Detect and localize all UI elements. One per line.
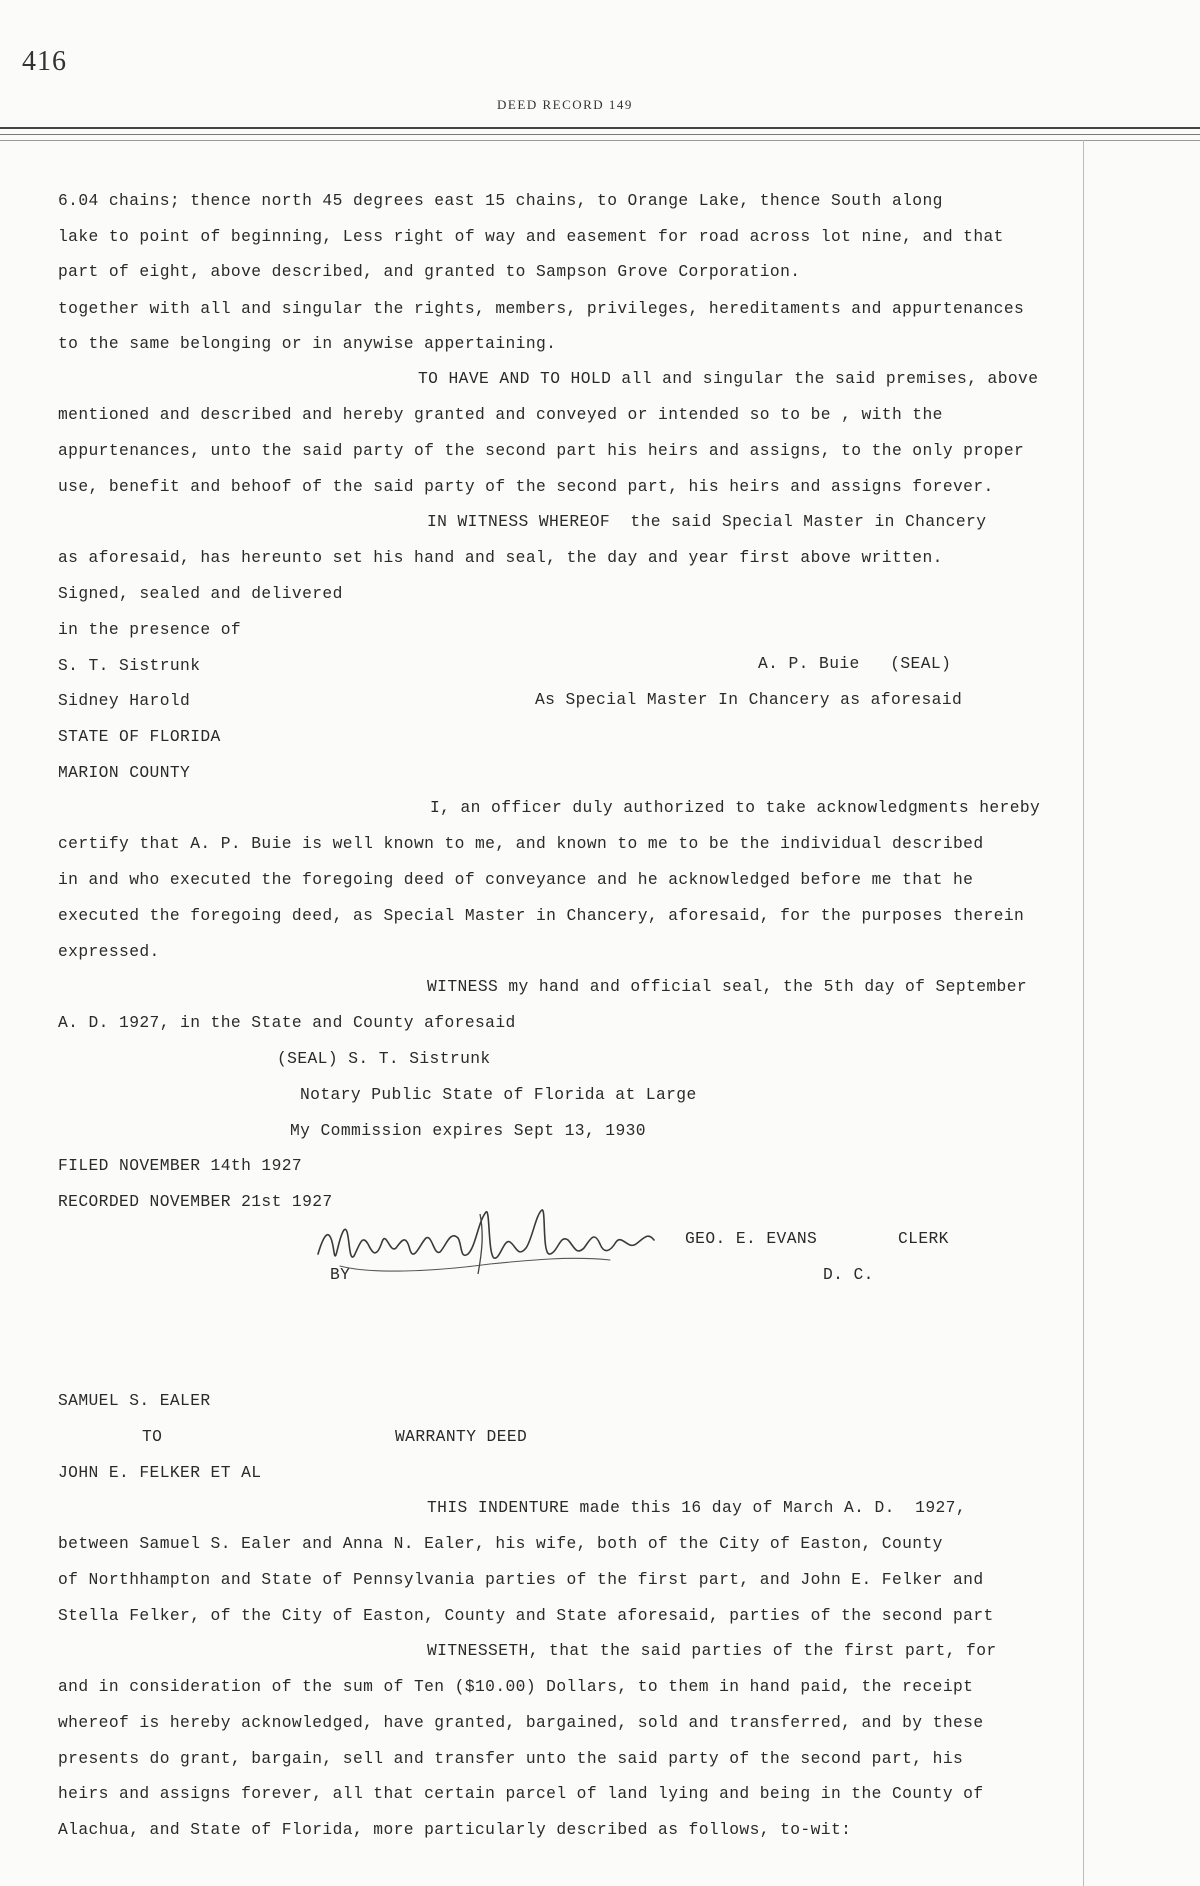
text-line: in the presence of [58, 620, 242, 639]
text-line: A. P. Buie (SEAL) [758, 654, 952, 673]
text-line: 6.04 chains; thence north 45 degrees east 15 chains, to Orange Lake, thence South along [58, 191, 943, 210]
header-rule [0, 134, 1200, 135]
text-line: to the same belonging or in anywise appertaining. [58, 334, 557, 353]
text-line: THIS INDENTURE made this 16 day of March A. D. 1927, [427, 1498, 967, 1517]
text-line: as aforesaid, has hereunto set his hand and seal, the day and year first above written. [58, 548, 943, 567]
text-line: (SEAL) S. T. Sistrunk [277, 1049, 491, 1068]
header-rule [0, 140, 1200, 141]
text-line: GEO. E. EVANS [685, 1229, 818, 1248]
book-title: DEED RECORD 149 [497, 97, 633, 112]
text-line: Stella Felker, of the City of Easton, County and State aforesaid, parties of the second part [58, 1606, 994, 1625]
text-line: TO HAVE AND TO HOLD all and singular the said premises, above [418, 369, 1039, 388]
text-line: BY [330, 1265, 351, 1284]
text-line: certify that A. P. Buie is well known to me, and known to me to be the individual described [58, 834, 984, 853]
text-line: of Northhampton and State of Pennsylvania parties of the first part, and John E. Felker and [58, 1570, 984, 1589]
text-line: appurtenances, unto the said party of the second part his heirs and assigns, to the only proper [58, 441, 1025, 460]
text-line: presents do grant, bargain, sell and transfer unto the said party of the second part, his [58, 1749, 964, 1768]
text-line: TO [142, 1427, 163, 1446]
text-line: and in consideration of the sum of Ten ($10.00) Dollars, to them in hand paid, the receipt [58, 1677, 974, 1696]
text-line: STATE OF FLORIDA [58, 727, 221, 746]
text-line: together with all and singular the rights, members, privileges, hereditaments and appurtenances [58, 299, 1025, 318]
text-line: part of eight, above described, and granted to Sampson Grove Corporation. [58, 262, 801, 281]
text-line: WITNESS my hand and official seal, the 5th day of September [427, 977, 1028, 996]
text-line: SAMUEL S. EALER [58, 1391, 211, 1410]
text-line: between Samuel S. Ealer and Anna N. Ealer, his wife, both of the City of Easton, County [58, 1534, 943, 1553]
text-line: FILED NOVEMBER 14th 1927 [58, 1156, 303, 1175]
text-line: CLERK [898, 1229, 949, 1248]
margin-line [1083, 140, 1084, 1886]
text-line: Notary Public State of Florida at Large [300, 1085, 697, 1104]
text-line: MARION COUNTY [58, 763, 191, 782]
text-line: WARRANTY DEED [395, 1427, 528, 1446]
text-line: A. D. 1927, in the State and County aforesaid [58, 1013, 516, 1032]
text-line: mentioned and described and hereby granted and conveyed or intended so to be , with the [58, 405, 943, 424]
text-line: I, an officer duly authorized to take acknowledgments hereby [430, 798, 1041, 817]
text-line: D. C. [823, 1265, 874, 1284]
text-line: As Special Master In Chancery as aforesaid [535, 690, 963, 709]
page-number: 416 [22, 46, 67, 77]
text-line: use, benefit and behoof of the said party of the second part, his heirs and assigns forever. [58, 477, 994, 496]
text-line: in and who executed the foregoing deed of conveyance and he acknowledged before me that he [58, 870, 974, 889]
text-line: IN WITNESS WHEREOF the said Special Master in Chancery [427, 512, 987, 531]
text-line: WITNESSETH, that the said parties of the first part, for [427, 1641, 997, 1660]
text-line: Alachua, and State of Florida, more particularly described as follows, to-wit: [58, 1820, 852, 1839]
text-line: executed the foregoing deed, as Special Master in Chancery, aforesaid, for the purposes therein [58, 906, 1025, 925]
text-line: whereof is hereby acknowledged, have granted, bargained, sold and transferred, and by these [58, 1713, 984, 1732]
text-line: Sidney Harold [58, 691, 191, 710]
text-line: expressed. [58, 942, 160, 961]
text-line: lake to point of beginning, Less right of way and easement for road across lot nine, and that [58, 227, 1004, 246]
text-line: Signed, sealed and delivered [58, 584, 343, 603]
text-line: RECORDED NOVEMBER 21st 1927 [58, 1192, 333, 1211]
handwritten-signature [310, 1194, 660, 1304]
text-line: S. T. Sistrunk [58, 656, 201, 675]
header-rule [0, 127, 1200, 129]
text-line: My Commission expires Sept 13, 1930 [290, 1121, 646, 1140]
text-line: heirs and assigns forever, all that certain parcel of land lying and being in the County of [58, 1784, 984, 1803]
text-line: JOHN E. FELKER ET AL [58, 1463, 262, 1482]
